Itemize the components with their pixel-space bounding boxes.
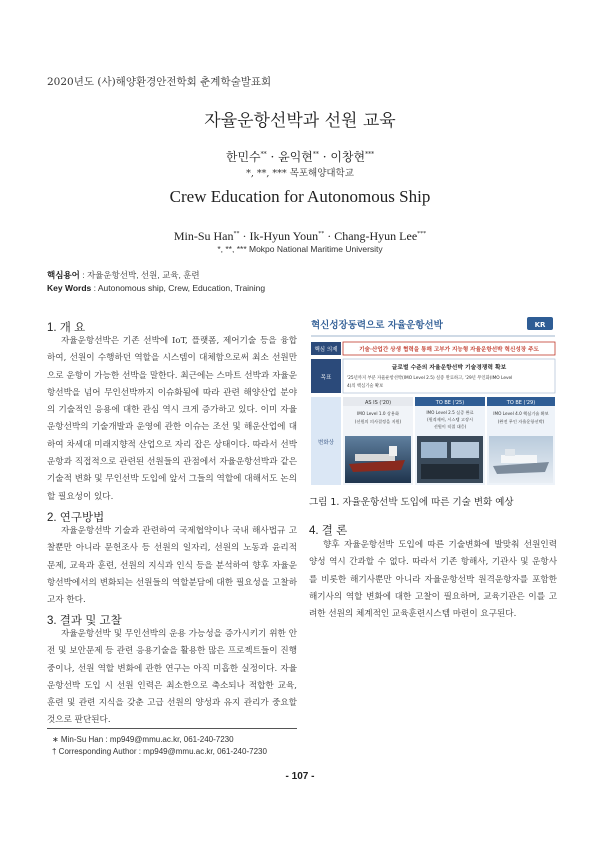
ship-bridge-1 (389, 446, 397, 456)
author-en-1: Min-Su Han (173, 229, 234, 243)
author-en-3: Chang-Hyun Lee (334, 229, 418, 243)
col1-line2: (선원의 의사결정을 지원) (354, 419, 402, 424)
authors-english (0, 229, 600, 244)
author-3: 이창현 (330, 150, 366, 164)
keywords-english (47, 283, 265, 293)
affiliation-english: *, **, *** Mokpo National Maritime University (217, 244, 383, 254)
section-1-body: 자율운항선박은 기존 선박에 IoT, 플랫폼, 제어기술 등을 융합하여, 선원이 수행하던 역할을 시스템이 대체함으로써 최소 선원만으로 운항이 가능한 선박을 말한다. 최근에는 스마트 선박과 자율운항선박을 넘어 무인선박까지 이슈화됨에 따라 관련 해양산업 분야의 기술적인 응용에 대한 관심 역시 크게 증가하고 있다. 이미 자율운항선박의 기술개발과 운영에 관한 이슈는 조선 및 해운산업에 대하여 차세대 미래지향적 산업으로 자리 잡은 상태이다. 따라서 선박운항과 직접적으로 관련된 선원들의 관점에서 자율운항선박과 같은 기술적 변화 및 무인선박 도입에 앞서 그들의 역할에 대해서도 논의할 필요성이 있다. (47, 336, 297, 502)
author-en-1-mark: ** (233, 231, 240, 237)
col2-head: TO BE ('25) (435, 400, 465, 406)
col2-line3: 선원이 직접 대응) (433, 424, 467, 429)
section-2-heading: 2. 연구방법 (47, 512, 105, 524)
col2-line2: (원격제어, 시스템 고장시 (426, 417, 474, 422)
figure-1-graphic (309, 312, 557, 488)
figure-banner: 혁신성장동력으로 자율운항선박 (311, 320, 443, 331)
section-3-body: 자율운항선박 및 무인선박의 운용 가능성을 증가시키기 위한 안전 및 보안문제 등 관련 응용기술을 활용한 많은 프로젝트들이 진행 중이나, 선원 역할 변화에 관한 연구는 아직 미흡한 실정이다. 자율운항선박 도입 시 선원 인력은 최소한으로 축소되나 적합한 교육, 훈련 및 관련 지식을 갖춘 고급 선원의 양성과 유지 관리가 중요할 것으로 판단된다. (47, 629, 297, 726)
kr-logo: KR (534, 321, 546, 329)
keywords-english-label: Key Words (47, 283, 92, 293)
control-console (421, 464, 479, 479)
title-korean: 자율운항선박과 선원 교육 (204, 111, 396, 131)
author-2: 윤익현 (278, 150, 313, 164)
row2-title: 글로벌 수준의 자율운항선박 기술경쟁력 확보 (391, 365, 507, 371)
col2-line1: IMO Level 2.5 실증 완료 (426, 410, 474, 415)
figure-caption: 그림 1. 자율운항선박 도입에 따른 기술 변화 예상 (309, 497, 514, 508)
author-en-sep-2: · (324, 229, 335, 243)
col1-line1: IMO Level 1.0 상용화 (357, 411, 399, 416)
author-3-mark: *** (365, 151, 375, 158)
authors-korean (0, 148, 600, 165)
footnote-rule (47, 728, 297, 729)
author-1-mark: ** (260, 151, 267, 158)
row1-label: 핵심 의제 (314, 347, 338, 353)
footnote-2: † Corresponding Author : mp949@mmu.ac.kr, 061-240-7230 (52, 747, 267, 756)
control-screen-1 (421, 442, 447, 458)
ship-deck-3 (501, 455, 537, 463)
conference-header: 2020년도 (사)해양환경안전학회 춘계학술발표회 (47, 76, 272, 88)
row3-label: 변화상 (318, 440, 334, 446)
affiliation-korean: *, **, *** 목포해양대학교 (246, 168, 354, 179)
row2-line1: '25년까지 부분 자율운항선박(IMO Level 2.5) 실증 완료하고, '29년 무인화(IMO Level (347, 376, 513, 381)
author-sep-1: · (266, 150, 279, 164)
ship-bridge-3 (505, 449, 515, 456)
title-english: Crew Education for Autonomous Ship (169, 187, 431, 206)
section-2-body: 자율운항선박 기술과 관련하여 국제협약이나 국내 해사법규 고찰뿐만 아니라 문헌조사 등 선원의 일자리, 선원의 노동과 윤리적 문제, 교육과 훈련, 선원의 지식과 인식 등을 분석하여 향후 자율운항선박에서의 변화되는 선원들의 역할분담에 대한 필요성을 고찰하고자 한다. (47, 526, 297, 606)
author-en-2: Ik-Hyun Youn (249, 229, 319, 243)
row1-text: 기술·산업간 상생 협력을 통해 고부가 지능형 자율운항선박 혁신성장 주도 (359, 347, 539, 353)
keywords-english-text: : Autonomous ship, Crew, Education, Training (91, 283, 266, 293)
author-en-2-mark: ** (318, 231, 325, 237)
author-sep-2: · (318, 150, 331, 164)
section-3-heading: 3. 결과 및 고찰 (47, 615, 122, 627)
col1-head: AS IS ('20) (364, 400, 392, 406)
author-en-3-mark: *** (417, 231, 427, 237)
footnote-1: ∗ Min-Su Han : mp949@mmu.ac.kr, 061-240-7230 (52, 735, 234, 744)
author-2-mark: ** (312, 151, 319, 158)
control-screen-2 (451, 442, 479, 458)
row2-line2: 4)의 핵심기술 확보 (347, 384, 384, 389)
keywords-korean (47, 269, 200, 281)
author-1: 한민수 (225, 150, 261, 164)
section-4-heading: 4. 결 론 (309, 525, 348, 537)
keywords-korean-label: 핵심용어 (47, 270, 80, 280)
figure-1 (309, 312, 557, 488)
page-number: - 107 - (285, 771, 315, 782)
col3-line1: IMO Level 4.0 핵심기술 확보 (493, 411, 549, 416)
row2-label: 목표 (320, 375, 332, 381)
col3-head: TO BE ('29) (506, 400, 536, 406)
col3-line2: (완전 무인 자율운항선박) (497, 419, 545, 424)
section-1-heading: 1. 개 요 (47, 322, 86, 334)
author-en-sep-1: · (239, 229, 250, 243)
section-4-body: 향후 자율운항선박 도입에 따른 기술변화에 발맞춰 선원인력 양성 역시 간과할 수 없다. 따라서 기존 항해사, 기관사 및 운항사를 비롯한 해기사뿐만 아니라 자율운항선박 원격운항자를 포함한 해기사의 역할 변화에 대한 고찰이 필요하며, 교육기관은 이를 고려한 선원의 체계적인 교육훈련시스템 마련이 요구된다. (309, 540, 557, 620)
keywords-korean-text: : 자율운항선박, 선원, 교육, 훈련 (79, 270, 200, 280)
